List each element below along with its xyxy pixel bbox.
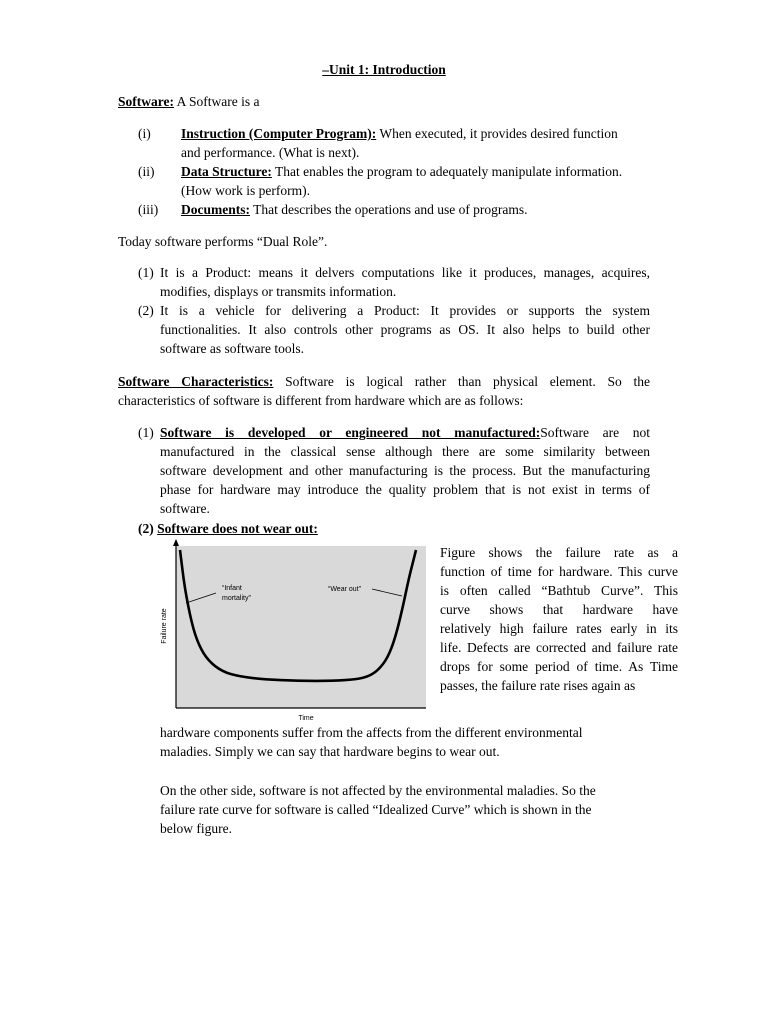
item-line: functionalities. It also controls other programs as OS. It also helps to build other — [160, 322, 650, 337]
item-number: (ii) — [138, 164, 155, 179]
y-axis-arrow — [173, 539, 179, 546]
dual-role-intro: Today software performs “Dual Role”. — [118, 234, 328, 249]
bathtub-chart — [158, 538, 430, 726]
item-line: modifies, displays or transmits information. — [160, 284, 397, 299]
page-title: –Unit 1: Introduction — [322, 62, 446, 77]
item-line: software as software tools. — [160, 341, 304, 356]
item-continuation: (How work is perform). — [181, 183, 310, 198]
item-number: (i) — [138, 126, 151, 141]
item-continuation: and performance. (What is next). — [181, 145, 360, 160]
paragraph-line: below figure. — [160, 821, 232, 836]
item-number: (1) — [138, 265, 154, 280]
description-line: life. Defects are corrected and failure rate — [440, 640, 678, 655]
item-number: (iii) — [138, 202, 159, 217]
other-side-paragraph — [160, 781, 630, 838]
item-number: (2) — [138, 521, 154, 536]
wear-out-label: “Wear out” — [328, 586, 361, 593]
paragraph-line: failure rate curve for software is called “Idealized Curve” which is shown in the — [160, 802, 592, 817]
characteristics-paragraph — [118, 372, 650, 410]
item-number: (2) — [138, 303, 154, 318]
description-line: relatively high failure rates early in its — [440, 621, 678, 636]
description-line: is often called “Bathtub Curve”. This — [440, 583, 678, 598]
description-line: function of time for hardware. This curve — [440, 564, 678, 579]
item-label: Software is developed or engineered not manufactured: — [160, 425, 541, 440]
description-line: passes, the failure rate rises again as — [440, 678, 636, 693]
description-line: drops for some period of time. As Time — [440, 659, 678, 674]
after-figure-paragraph — [160, 723, 620, 761]
item-label: Data Structure: — [181, 164, 272, 179]
description-line: curve shows that hardware have — [440, 602, 678, 617]
item-text: Software are not — [540, 425, 651, 440]
infant-label-line: mortality” — [222, 595, 251, 602]
plot-background — [176, 546, 426, 708]
software-label: Software: — [118, 94, 174, 109]
characteristics-label: Software Characteristics: — [118, 374, 274, 389]
item-line: It is a Product: means it delvers computations like it produces, manages, acquires, — [160, 265, 650, 280]
characteristics-text: characteristics of software is different from hardware which are as follows: — [118, 393, 524, 408]
item-line: software development and other manufacturing is the process. But the manufacturing — [160, 463, 650, 478]
item-label: Software does not wear out: — [157, 521, 318, 536]
software-definition — [118, 92, 259, 111]
software-text: A Software is a — [173, 94, 260, 109]
item-text: That describes the operations and use of programs. — [250, 202, 528, 217]
paragraph-line: On the other side, software is not affected by the environmental maladies. So the — [160, 783, 596, 798]
paragraph-line: hardware components suffer from the affects from the different environmental — [160, 725, 583, 740]
item-line: software. — [160, 501, 210, 516]
item-number: (1) — [138, 425, 154, 440]
item-text: When executed, it provides desired function — [376, 126, 618, 141]
item-text: That enables the program to adequately manipulate information. — [271, 164, 623, 179]
item-label: Instruction (Computer Program): — [181, 126, 377, 141]
figure-description — [440, 543, 678, 695]
paragraph-line: maladies. Simply we can say that hardware begins to wear out. — [160, 744, 500, 759]
item-label: Documents: — [181, 202, 250, 217]
characteristic-item — [138, 519, 318, 538]
infant-label-line: “Infant — [222, 585, 242, 592]
y-axis-label: Failure rate — [161, 608, 168, 644]
item-line: phase for hardware may introduce the quality problem that is not exist in terms of — [160, 482, 650, 497]
x-axis-label: Time — [298, 715, 314, 722]
characteristics-text: Software is logical rather than physical element. So the — [273, 374, 650, 389]
item-line: manufactured in the classical sense although there are some similarity between — [160, 444, 650, 459]
item-line: It is a vehicle for delivering a Product: It provides or supports the system — [160, 303, 650, 318]
bathtub-figure — [158, 538, 430, 726]
description-line: Figure shows the failure rate as a — [440, 545, 678, 560]
